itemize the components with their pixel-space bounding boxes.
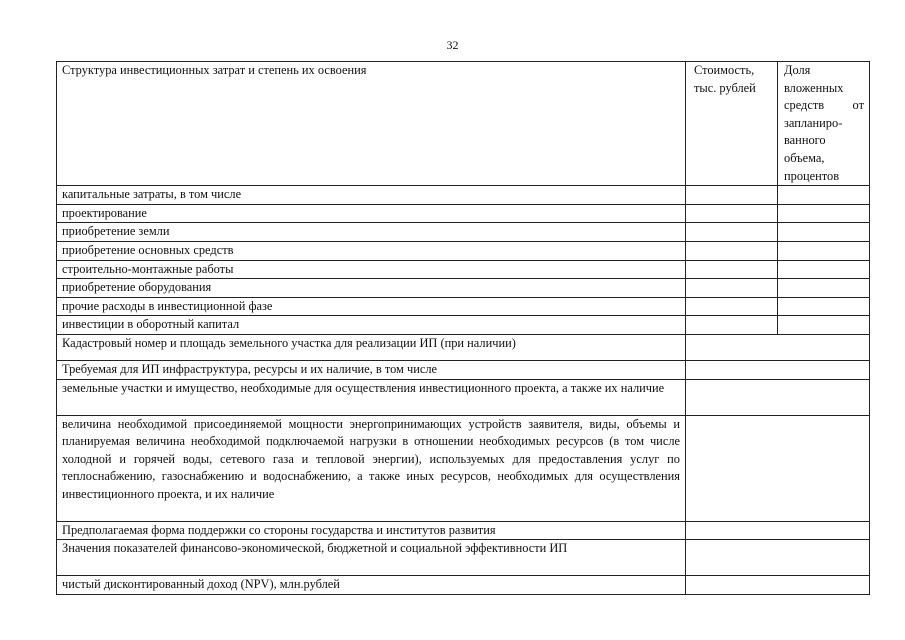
cost-item-label: прочие расходы в инвестиционной фазе: [57, 297, 686, 316]
land-property-label: земельные участки и имущество, необходимые для осуществления инвестиционного проекта, а также их наличие: [57, 379, 686, 415]
share-value-cell: [778, 186, 870, 205]
cost-value-cell: [686, 186, 778, 205]
share-value-cell: [778, 279, 870, 298]
efficiency-value-cell: [686, 540, 870, 576]
cost-value-cell: [686, 316, 778, 335]
efficiency-label: Значения показателей финансово-экономической, бюджетной и социальной эффективности ИП: [57, 540, 686, 576]
table-row: [57, 297, 870, 316]
header-structure: Структура инвестиционных затрат и степень их освоения: [57, 62, 686, 186]
npv-value-cell: [686, 576, 870, 595]
infrastructure-value-cell: [686, 360, 870, 379]
share-value-cell: [778, 223, 870, 242]
cost-item-label: проектирование: [57, 204, 686, 223]
table-row-support-form: [57, 521, 870, 540]
table-row-infrastructure: [57, 360, 870, 379]
table-row: [57, 186, 870, 205]
cost-item-label: приобретение оборудования: [57, 279, 686, 298]
cost-value-cell: [686, 241, 778, 260]
table-row: [57, 260, 870, 279]
support-form-label: Предполагаемая форма поддержки со стороны государства и институтов развития: [57, 521, 686, 540]
header-cost: Стоимость, тыс. рублей: [686, 62, 778, 186]
share-value-cell: [778, 316, 870, 335]
power-capacity-label: величина необходимой присоединяемой мощности энергопринимающих устройств заявителя, виды, объемы и планируемая величина необходимой подключаемой нагрузки в отношении необходимых ресурсов (в том числе холодной и горячей воды, сетевого газа и тепловой энергии), используемых для предоставления услуг по теплоснабжению, газоснабжению и водоснабжению, а также иных ресурсов, необходимых для осуществления инвестиционного проекта, и их наличие: [57, 415, 686, 521]
table-row-land-property: [57, 379, 870, 415]
table-row-cadastral: [57, 334, 870, 360]
land-property-value-cell: [686, 379, 870, 415]
share-value-cell: [778, 204, 870, 223]
table-row: [57, 279, 870, 298]
table-row: [57, 204, 870, 223]
page-number: 32: [446, 38, 459, 52]
share-value-cell: [778, 260, 870, 279]
header-share: Доля вложенных средств от запланиро-ванного объема, процентов: [778, 62, 870, 186]
cadastral-value-cell: [686, 334, 870, 360]
infrastructure-label: Требуемая для ИП инфраструктура, ресурсы и их наличие, в том числе: [57, 360, 686, 379]
table-row-npv: [57, 576, 870, 595]
cost-value-cell: [686, 260, 778, 279]
cost-item-label: инвестиции в оборотный капитал: [57, 316, 686, 335]
cost-item-label: строительно-монтажные работы: [57, 260, 686, 279]
table-row-power-capacity: [57, 415, 870, 521]
power-capacity-value-cell: [686, 415, 870, 521]
cost-value-cell: [686, 279, 778, 298]
table-row-efficiency: [57, 540, 870, 576]
cost-item-label: приобретение земли: [57, 223, 686, 242]
investment-table: [56, 61, 870, 595]
cost-item-label: приобретение основных средств: [57, 241, 686, 260]
header-row: [57, 62, 870, 186]
support-form-value-cell: [686, 521, 870, 540]
share-value-cell: [778, 297, 870, 316]
cost-value-cell: [686, 204, 778, 223]
table-row: [57, 241, 870, 260]
cadastral-label: Кадастровый номер и площадь земельного участка для реализации ИП (при наличии): [57, 334, 686, 360]
table-row: [57, 316, 870, 335]
cost-value-cell: [686, 297, 778, 316]
npv-label: чистый дисконтированный доход (NPV), млн.рублей: [57, 576, 686, 595]
cost-value-cell: [686, 223, 778, 242]
table-row: [57, 223, 870, 242]
cost-item-label: капитальные затраты, в том числе: [57, 186, 686, 205]
share-value-cell: [778, 241, 870, 260]
